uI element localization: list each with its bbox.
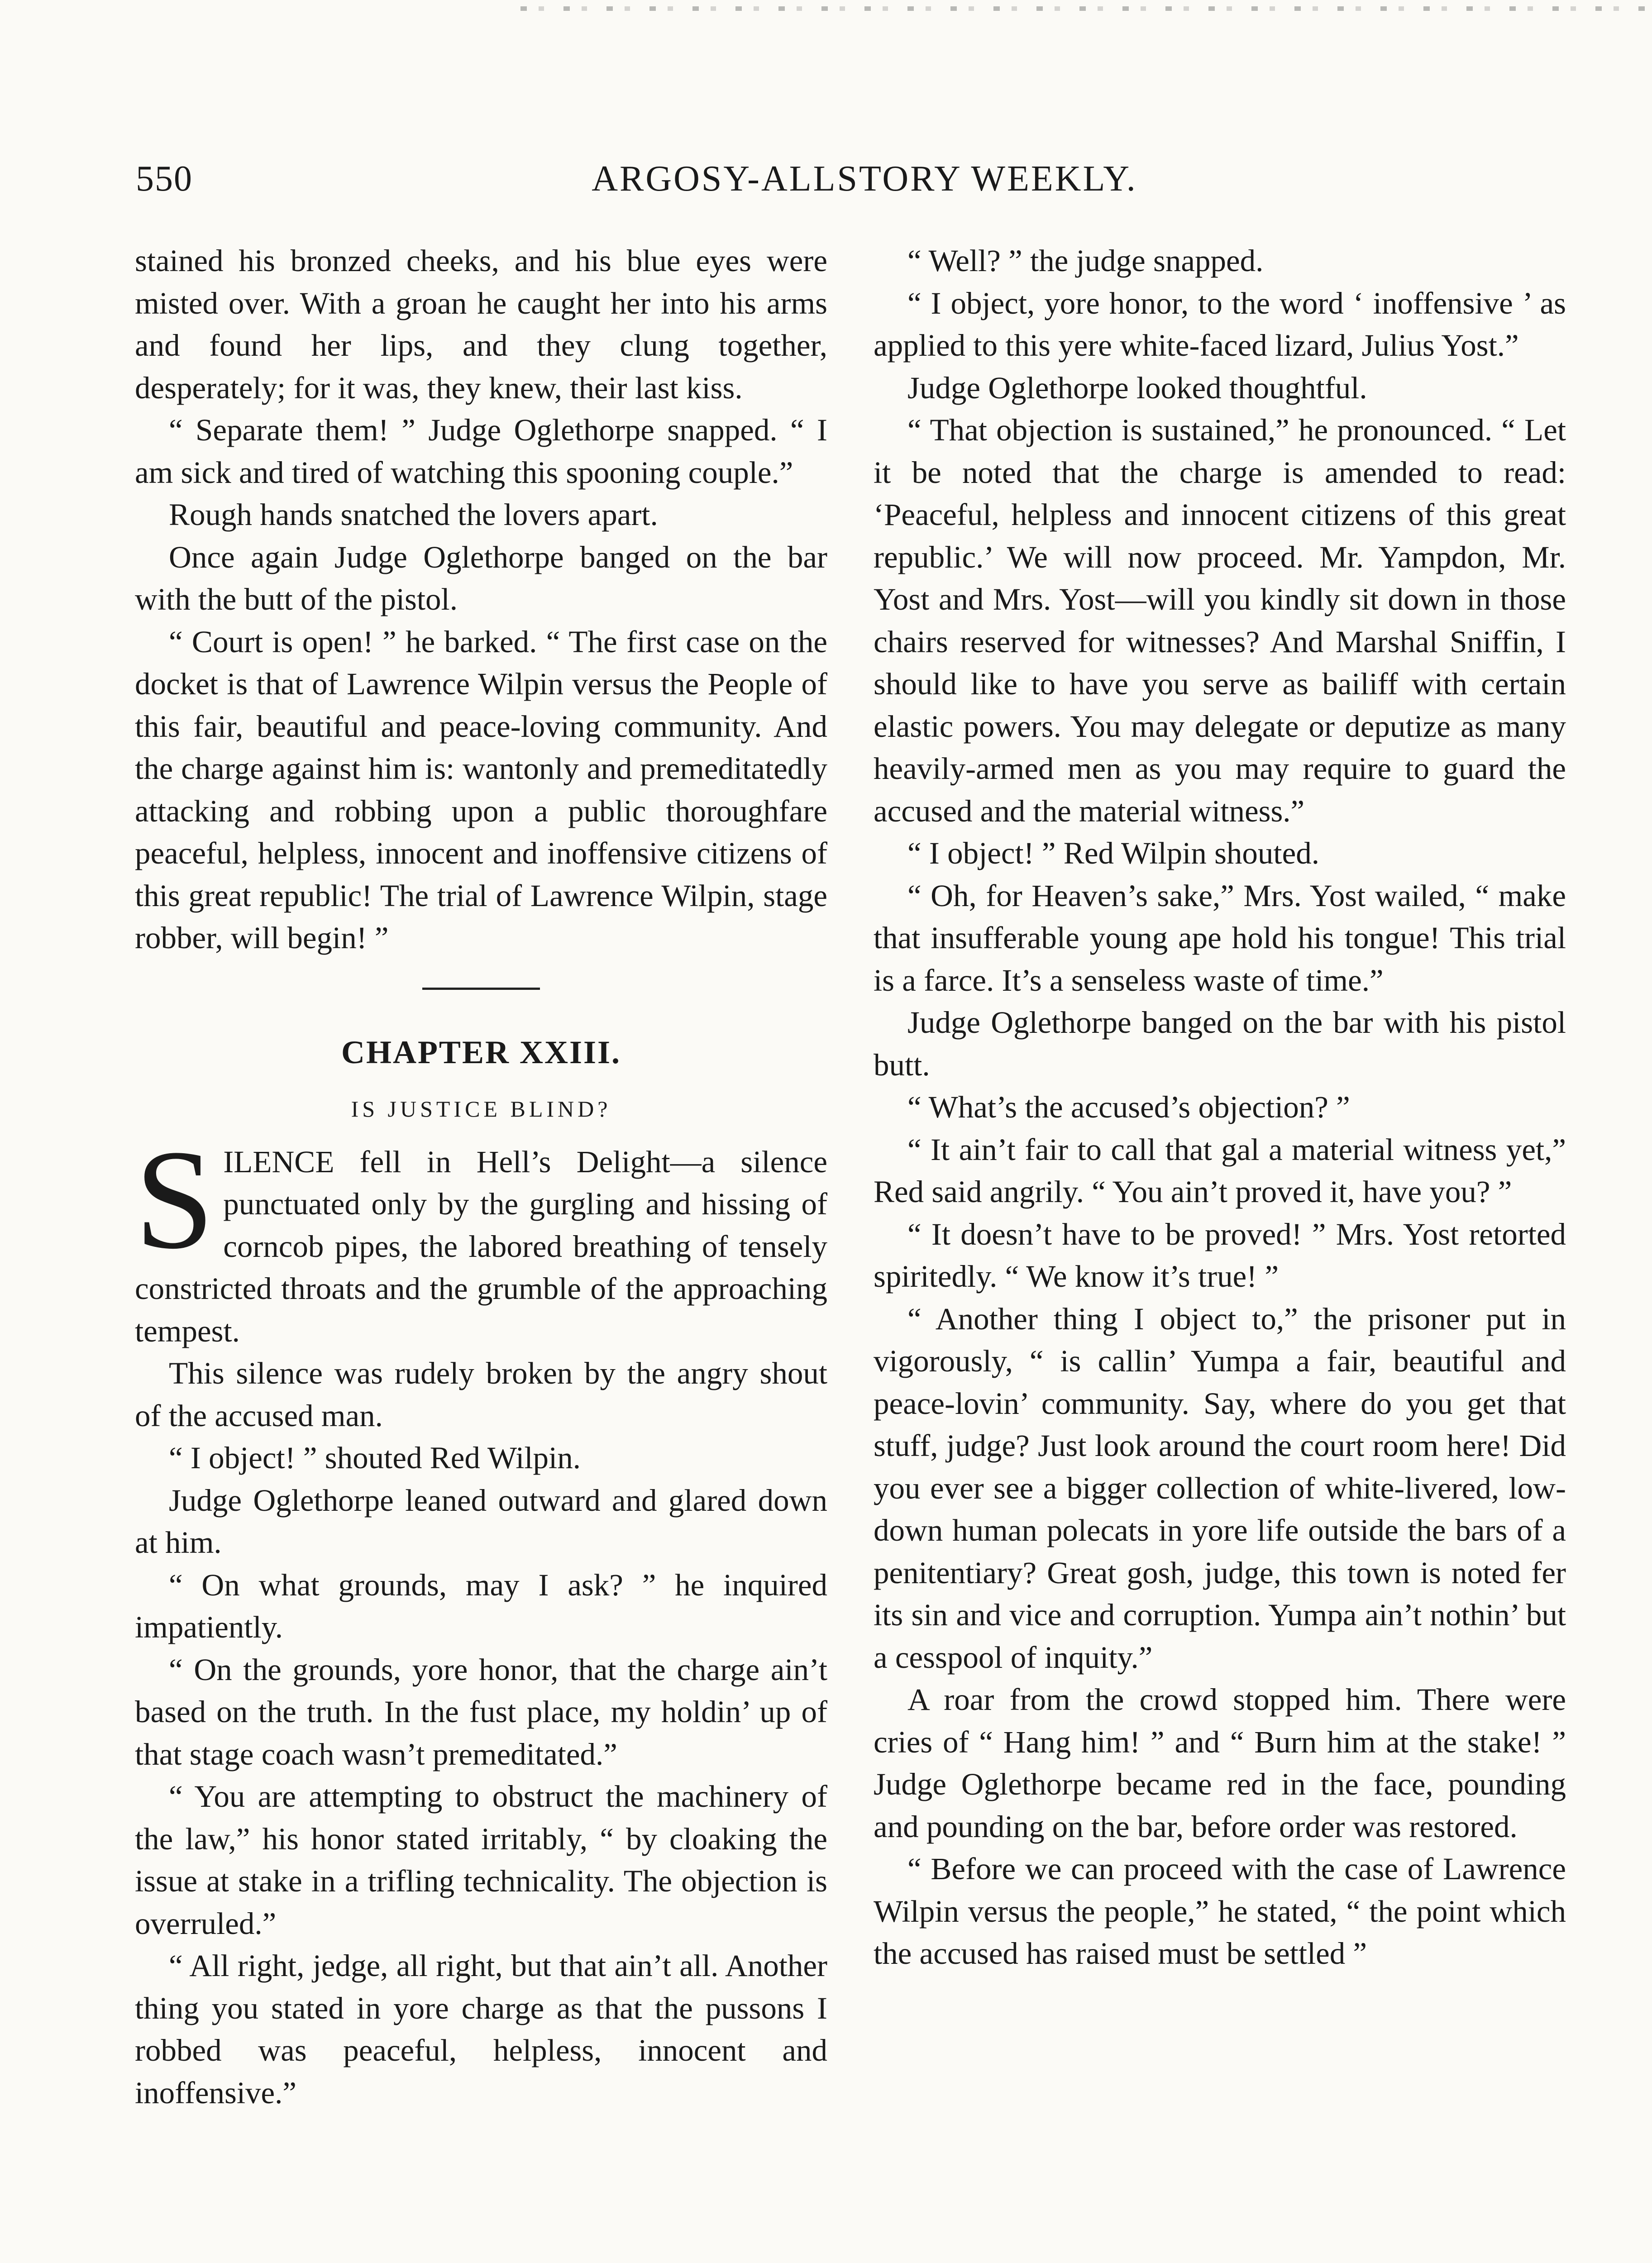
paragraph: “ That objection is sustained,” he pronounced. “ Let it be noted that the charge is amended to read: ‘Peaceful, helpless and innocent citizens of this great republic.’ We will now proceed. Mr. Yampdon, Mr. Yost and Mrs. Yost—will you kindly sit down in those chairs reserved for witnesses? And Marshal Sniffin, I should like to have you serve as bailiff with certain elastic powers. You may delegate or deputize as many heavily-armed men as you may require to guard the accused and the material witness.” bbox=[874, 413, 1566, 828]
paragraph: Rough hands snatched the lovers apart. bbox=[169, 497, 658, 532]
paragraph: “ Well? ” the judge snapped. bbox=[907, 243, 1264, 278]
paragraph: “ Before we can proceed with the case of Lawrence Wilpin versus the people,” he stated, “ the point which the accused has raised must be settled ” bbox=[874, 1852, 1566, 1971]
paragraph: “ I object, yore honor, to the word ‘ inoffensive ’ as applied to this yere white-faced lizard, Julius Yost.” bbox=[874, 286, 1566, 363]
paragraph: “ Court is open! ” he barked. “ The first case on the docket is that of Lawrence Wilpin versus the People of this fair, beautiful and peace-loving community. And the charge against him is: wantonly and premeditatedly attacking and robbing upon a public thoroughfare peaceful, helpless, innocent and inoffensive citizens of this great republic! The trial of Lawrence Wilpin, stage robber, will begin! ” bbox=[135, 624, 827, 955]
paragraph: Once again Judge Oglethorpe banged on the bar with the butt of the pistol. bbox=[135, 539, 827, 616]
paragraph: Judge Oglethorpe looked thoughtful. bbox=[907, 370, 1367, 405]
chapter-subtitle: IS JUSTICE BLIND? bbox=[351, 1096, 611, 1122]
paragraph: “ You are attempting to obstruct the machinery of the law,” his honor stated irritably, “ by cloaking the issue at stake in a trifling technicality. The objection is overruled.” bbox=[135, 1779, 827, 1941]
page-number: 550 bbox=[136, 159, 193, 199]
paragraph: “ Separate them! ” Judge Oglethorpe snapped. “ I am sick and tired of watching this spooning couple.” bbox=[135, 413, 827, 490]
paragraph: stained his bronzed cheeks, and his blue eyes were misted over. With a groan he caught her into his arms and found her lips, and they clung together, desperately; for it was, they knew, their last kiss. bbox=[135, 243, 827, 405]
paragraph: “ It doesn’t have to be proved! ” Mrs. Yost retorted spiritedly. “ We know it’s true! ” bbox=[874, 1217, 1566, 1294]
paragraph: “ All right, jedge, all right, but that ain’t all. Another thing you stated in yore charge as that the pussons I robbed was peaceful, helpless, innocent and inoffensive.” bbox=[135, 1948, 827, 2110]
right-column bbox=[874, 240, 1566, 1975]
paragraph: “ It ain’t fair to call that gal a material witness yet,” Red said angrily. “ You ain’t proved it, have you? ” bbox=[874, 1132, 1566, 1209]
chapter-opening-text: ILENCE fell in Hell’s Delight—a silence punctuated only by the gurgling and hissing of corncob pipes, the labored breathing of tensely constricted throats and the grumble of the approaching tempest. bbox=[135, 1144, 827, 1348]
paragraph: “ What’s the accused’s objection? ” bbox=[907, 1090, 1350, 1124]
chapter-opening-paragraph bbox=[135, 1120, 827, 1353]
scan-artifact bbox=[520, 6, 1652, 11]
section-divider bbox=[422, 988, 540, 990]
drop-cap: S bbox=[135, 1120, 215, 1279]
paragraph: This silence was rudely broken by the angry shout of the accused man. bbox=[135, 1356, 827, 1433]
chapter-title: CHAPTER XXIII. bbox=[341, 1034, 621, 1070]
paragraph: A roar from the crowd stopped him. There were cries of “ Hang him! ” and “ Burn him at the stake! ” Judge Oglethorpe became red in the face, pounding and pounding on the bar, before order was restored. bbox=[874, 1682, 1566, 1844]
page-header bbox=[136, 158, 1593, 213]
paragraph: Judge Oglethorpe leaned outward and glared down at him. bbox=[135, 1483, 827, 1560]
paragraph: “ On what grounds, may I ask? ” he inquired impatiently. bbox=[135, 1567, 827, 1644]
paragraph: Judge Oglethorpe banged on the bar with his pistol butt. bbox=[874, 1005, 1566, 1082]
paragraph: “ Oh, for Heaven’s sake,” Mrs. Yost wailed, “ make that insufferable young ape hold his tongue! This trial is a farce. It’s a senseless waste of time.” bbox=[874, 878, 1566, 998]
paragraph: “ I object! ” Red Wilpin shouted. bbox=[907, 836, 1319, 870]
paragraph: “ I object! ” shouted Red Wilpin. bbox=[169, 1441, 581, 1475]
paragraph: “ On the grounds, yore honor, that the charge ain’t based on the truth. In the fust place, my holdin’ up of that stage coach wasn’t premeditated.” bbox=[135, 1652, 827, 1771]
running-title: ARGOSY-ALLSTORY WEEKLY. bbox=[592, 159, 1137, 199]
paragraph: “ Another thing I object to,” the prisoner put in vigorously, “ is callin’ Yumpa a fair, beautiful and peace-lovin’ community. Say, where do you get that stuff, judge? Just look around the court room here! Did you ever see a bigger collection of white-livered, low-down human polecats in yore life outside the bars of a penitentiary? Great gosh, judge, this town is noted fer its sin and vice and corruption. Yumpa ain’t nothin’ but a cesspool of inquity.” bbox=[874, 1301, 1566, 1675]
left-column bbox=[135, 240, 827, 2114]
